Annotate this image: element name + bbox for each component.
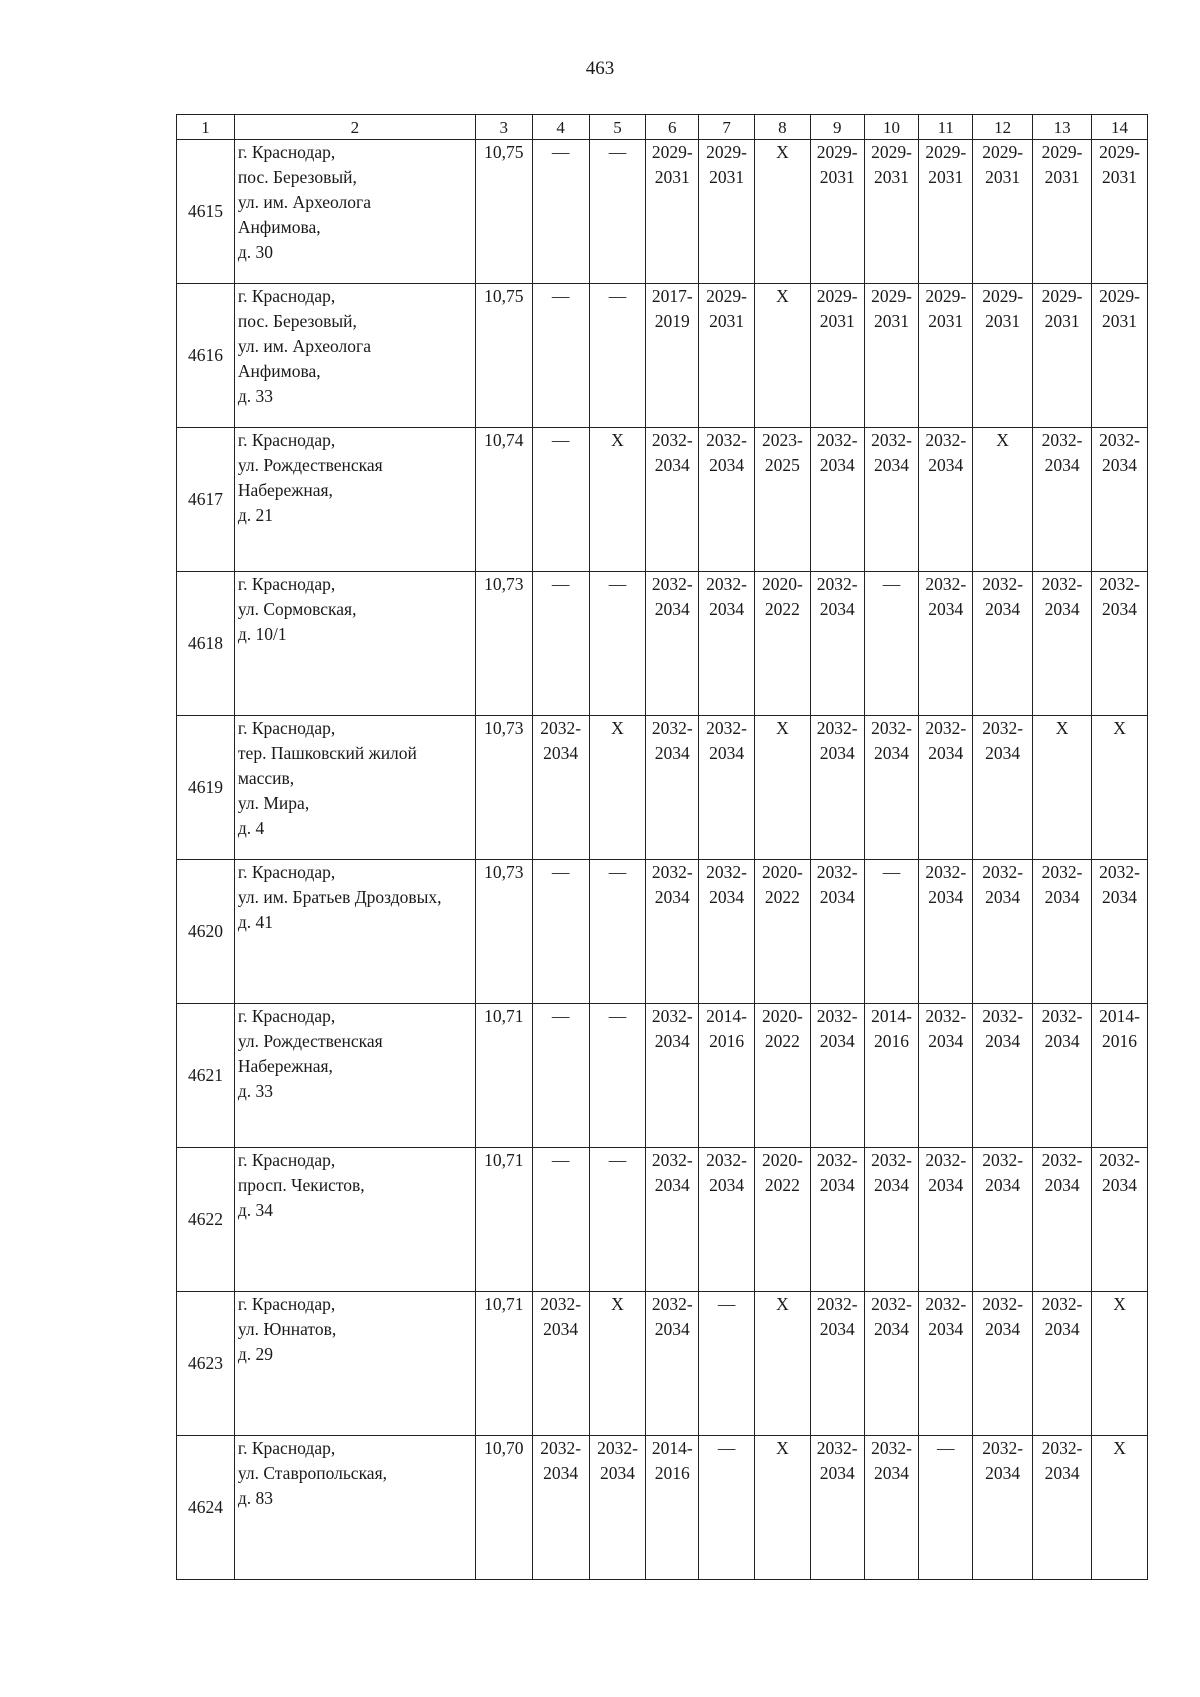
value-cell: 2017- 2019 xyxy=(646,284,699,428)
value-cell: 2032- 2034 xyxy=(699,428,755,572)
value-cell: 2014- 2016 xyxy=(646,1436,699,1580)
value-cell: 2032- 2034 xyxy=(864,1292,919,1436)
value-cell: 2029- 2031 xyxy=(1033,140,1092,284)
table-row xyxy=(177,1292,1148,1436)
value-cell: 2032- 2034 xyxy=(810,1148,864,1292)
value-cell: 2032- 2034 xyxy=(919,1292,973,1436)
address-cell: г. Краснодар, пос. Березовый, ул. им. Археолога Анфимова, д. 30 xyxy=(234,140,475,284)
value-cell: 2020- 2022 xyxy=(754,1004,810,1148)
value-cell: 2032- 2034 xyxy=(699,572,755,716)
page-number: 463 xyxy=(585,58,615,79)
column-header: 11 xyxy=(919,115,973,140)
value-cell: X xyxy=(973,428,1033,572)
value-cell: 2029- 2031 xyxy=(699,284,755,428)
value-cell: 2032- 2034 xyxy=(646,1148,699,1292)
table-row xyxy=(177,140,1148,284)
value-cell: 10,71 xyxy=(475,1148,532,1292)
value-cell: — xyxy=(532,140,589,284)
column-header: 1 xyxy=(177,115,235,140)
value-cell: 2029- 2031 xyxy=(810,284,864,428)
value-cell: 2020- 2022 xyxy=(754,572,810,716)
value-cell: 2029- 2031 xyxy=(699,140,755,284)
value-cell: — xyxy=(589,140,646,284)
value-cell: 2032- 2034 xyxy=(864,428,919,572)
value-cell: 2032- 2034 xyxy=(810,716,864,860)
value-cell: 2029- 2031 xyxy=(919,140,973,284)
value-cell: — xyxy=(589,284,646,428)
value-cell: 2032- 2034 xyxy=(864,1148,919,1292)
value-cell: 2032- 2034 xyxy=(919,860,973,1004)
value-cell: — xyxy=(532,860,589,1004)
value-cell: X xyxy=(754,716,810,860)
value-cell: 2032- 2034 xyxy=(919,1148,973,1292)
column-header: 7 xyxy=(699,115,755,140)
value-cell: 2032- 2034 xyxy=(646,1004,699,1148)
value-cell: 2032- 2034 xyxy=(646,1292,699,1436)
value-cell: X xyxy=(1092,1436,1148,1580)
column-header: 12 xyxy=(973,115,1033,140)
row-number-cell: 4619 xyxy=(177,716,235,860)
value-cell: 2032- 2034 xyxy=(919,716,973,860)
value-cell: 2032- 2034 xyxy=(973,716,1033,860)
value-cell: 2032- 2034 xyxy=(1033,1292,1092,1436)
value-cell: 2032- 2034 xyxy=(973,1292,1033,1436)
address-cell: г. Краснодар, ул. им. Братьев Дроздовых, д. 41 xyxy=(234,860,475,1004)
value-cell: 2032- 2034 xyxy=(1033,428,1092,572)
value-cell: X xyxy=(1092,1292,1148,1436)
value-cell: X xyxy=(754,1292,810,1436)
value-cell: 2029- 2031 xyxy=(646,140,699,284)
value-cell: 2032- 2034 xyxy=(646,428,699,572)
value-cell: 2032- 2034 xyxy=(973,572,1033,716)
table-row xyxy=(177,572,1148,716)
value-cell: 2029- 2031 xyxy=(919,284,973,428)
value-cell: 2023- 2025 xyxy=(754,428,810,572)
value-cell: 2032- 2034 xyxy=(1092,860,1148,1004)
value-cell: 10,73 xyxy=(475,572,532,716)
value-cell: X xyxy=(589,716,646,860)
value-cell: 2032- 2034 xyxy=(1033,860,1092,1004)
value-cell: 2032- 2034 xyxy=(810,1004,864,1148)
row-number-cell: 4618 xyxy=(177,572,235,716)
column-header: 9 xyxy=(810,115,864,140)
column-header: 8 xyxy=(754,115,810,140)
row-number-cell: 4621 xyxy=(177,1004,235,1148)
value-cell: 2032- 2034 xyxy=(810,1292,864,1436)
value-cell: 2032- 2034 xyxy=(919,428,973,572)
value-cell: — xyxy=(919,1436,973,1580)
value-cell: 2032- 2034 xyxy=(699,860,755,1004)
value-cell: 2032- 2034 xyxy=(646,572,699,716)
value-cell: X xyxy=(1092,716,1148,860)
column-header: 3 xyxy=(475,115,532,140)
value-cell: — xyxy=(589,1004,646,1148)
value-cell: 2032- 2034 xyxy=(589,1436,646,1580)
value-cell: X xyxy=(589,428,646,572)
value-cell: — xyxy=(864,572,919,716)
column-header: 10 xyxy=(864,115,919,140)
address-cell: г. Краснодар, ул. Юннатов, д. 29 xyxy=(234,1292,475,1436)
value-cell: 2032- 2034 xyxy=(1033,1148,1092,1292)
value-cell: 10,74 xyxy=(475,428,532,572)
value-cell: 2029- 2031 xyxy=(1092,140,1148,284)
value-cell: 2029- 2031 xyxy=(864,140,919,284)
table-row xyxy=(177,1148,1148,1292)
value-cell: 10,75 xyxy=(475,284,532,428)
value-cell: — xyxy=(532,284,589,428)
value-cell: X xyxy=(589,1292,646,1436)
value-cell: 2032- 2034 xyxy=(919,1004,973,1148)
value-cell: 2032- 2034 xyxy=(646,860,699,1004)
value-cell: — xyxy=(589,1148,646,1292)
table-row xyxy=(177,860,1148,1004)
value-cell: 2032- 2034 xyxy=(646,716,699,860)
value-cell: 2032- 2034 xyxy=(864,716,919,860)
column-header: 4 xyxy=(532,115,589,140)
value-cell: 10,70 xyxy=(475,1436,532,1580)
table-row xyxy=(177,284,1148,428)
address-cell: г. Краснодар, ул. Сормовская, д. 10/1 xyxy=(234,572,475,716)
value-cell: — xyxy=(532,428,589,572)
value-cell: X xyxy=(754,140,810,284)
data-table xyxy=(176,114,1148,1580)
value-cell: 2032- 2034 xyxy=(1033,1436,1092,1580)
value-cell: 2032- 2034 xyxy=(810,1436,864,1580)
value-cell: X xyxy=(754,284,810,428)
row-number-cell: 4615 xyxy=(177,140,235,284)
table-header-row xyxy=(177,115,1148,140)
value-cell: 2032- 2034 xyxy=(810,572,864,716)
value-cell: — xyxy=(864,860,919,1004)
row-number-cell: 4622 xyxy=(177,1148,235,1292)
value-cell: — xyxy=(532,1148,589,1292)
value-cell: 2014- 2016 xyxy=(699,1004,755,1148)
value-cell: X xyxy=(754,1436,810,1580)
row-number-cell: 4616 xyxy=(177,284,235,428)
address-cell: г. Краснодар, ул. Рождественская Набережная, д. 21 xyxy=(234,428,475,572)
value-cell: — xyxy=(699,1436,755,1580)
value-cell: 2032- 2034 xyxy=(1092,572,1148,716)
table-row xyxy=(177,1004,1148,1148)
value-cell: 2032- 2034 xyxy=(810,860,864,1004)
value-cell: 2032- 2034 xyxy=(973,1004,1033,1148)
value-cell: X xyxy=(1033,716,1092,860)
value-cell: 2032- 2034 xyxy=(532,1436,589,1580)
value-cell: 2029- 2031 xyxy=(810,140,864,284)
address-cell: г. Краснодар, тер. Пашковский жилой массив, ул. Мира, д. 4 xyxy=(234,716,475,860)
row-number-cell: 4624 xyxy=(177,1436,235,1580)
value-cell: 2032- 2034 xyxy=(1092,1148,1148,1292)
value-cell: 2020- 2022 xyxy=(754,1148,810,1292)
value-cell: 2014- 2016 xyxy=(1092,1004,1148,1148)
value-cell: 2014- 2016 xyxy=(864,1004,919,1148)
value-cell: 2032- 2034 xyxy=(532,716,589,860)
value-cell: 2029- 2031 xyxy=(973,140,1033,284)
value-cell: 10,73 xyxy=(475,716,532,860)
value-cell: 2032- 2034 xyxy=(1092,428,1148,572)
value-cell: — xyxy=(699,1292,755,1436)
value-cell: 2032- 2034 xyxy=(1033,1004,1092,1148)
value-cell: 2029- 2031 xyxy=(1092,284,1148,428)
value-cell: 2032- 2034 xyxy=(973,860,1033,1004)
value-cell: 10,73 xyxy=(475,860,532,1004)
row-number-cell: 4620 xyxy=(177,860,235,1004)
address-cell: г. Краснодар, ул. Ставропольская, д. 83 xyxy=(234,1436,475,1580)
value-cell: 2032- 2034 xyxy=(699,716,755,860)
value-cell: 2032- 2034 xyxy=(810,428,864,572)
column-header: 2 xyxy=(234,115,475,140)
table-row xyxy=(177,1436,1148,1580)
column-header: 6 xyxy=(646,115,699,140)
value-cell: 2032- 2034 xyxy=(919,572,973,716)
address-cell: г. Краснодар, просп. Чекистов, д. 34 xyxy=(234,1148,475,1292)
column-header: 14 xyxy=(1092,115,1148,140)
value-cell: 2032- 2034 xyxy=(699,1148,755,1292)
value-cell: 10,71 xyxy=(475,1004,532,1148)
value-cell: 2032- 2034 xyxy=(1033,572,1092,716)
address-cell: г. Краснодар, пос. Березовый, ул. им. Археолога Анфимова, д. 33 xyxy=(234,284,475,428)
table-row xyxy=(177,716,1148,860)
value-cell: — xyxy=(532,572,589,716)
value-cell: — xyxy=(532,1004,589,1148)
value-cell: 2032- 2034 xyxy=(973,1436,1033,1580)
column-header: 13 xyxy=(1033,115,1092,140)
value-cell: 10,75 xyxy=(475,140,532,284)
value-cell: 2029- 2031 xyxy=(864,284,919,428)
column-header: 5 xyxy=(589,115,646,140)
value-cell: 2032- 2034 xyxy=(532,1292,589,1436)
value-cell: 2032- 2034 xyxy=(864,1436,919,1580)
address-cell: г. Краснодар, ул. Рождественская Набережная, д. 33 xyxy=(234,1004,475,1148)
value-cell: — xyxy=(589,860,646,1004)
value-cell: 10,71 xyxy=(475,1292,532,1436)
value-cell: 2029- 2031 xyxy=(973,284,1033,428)
row-number-cell: 4617 xyxy=(177,428,235,572)
value-cell: 2020- 2022 xyxy=(754,860,810,1004)
row-number-cell: 4623 xyxy=(177,1292,235,1436)
value-cell: 2032- 2034 xyxy=(973,1148,1033,1292)
table-row xyxy=(177,428,1148,572)
value-cell: — xyxy=(589,572,646,716)
value-cell: 2029- 2031 xyxy=(1033,284,1092,428)
